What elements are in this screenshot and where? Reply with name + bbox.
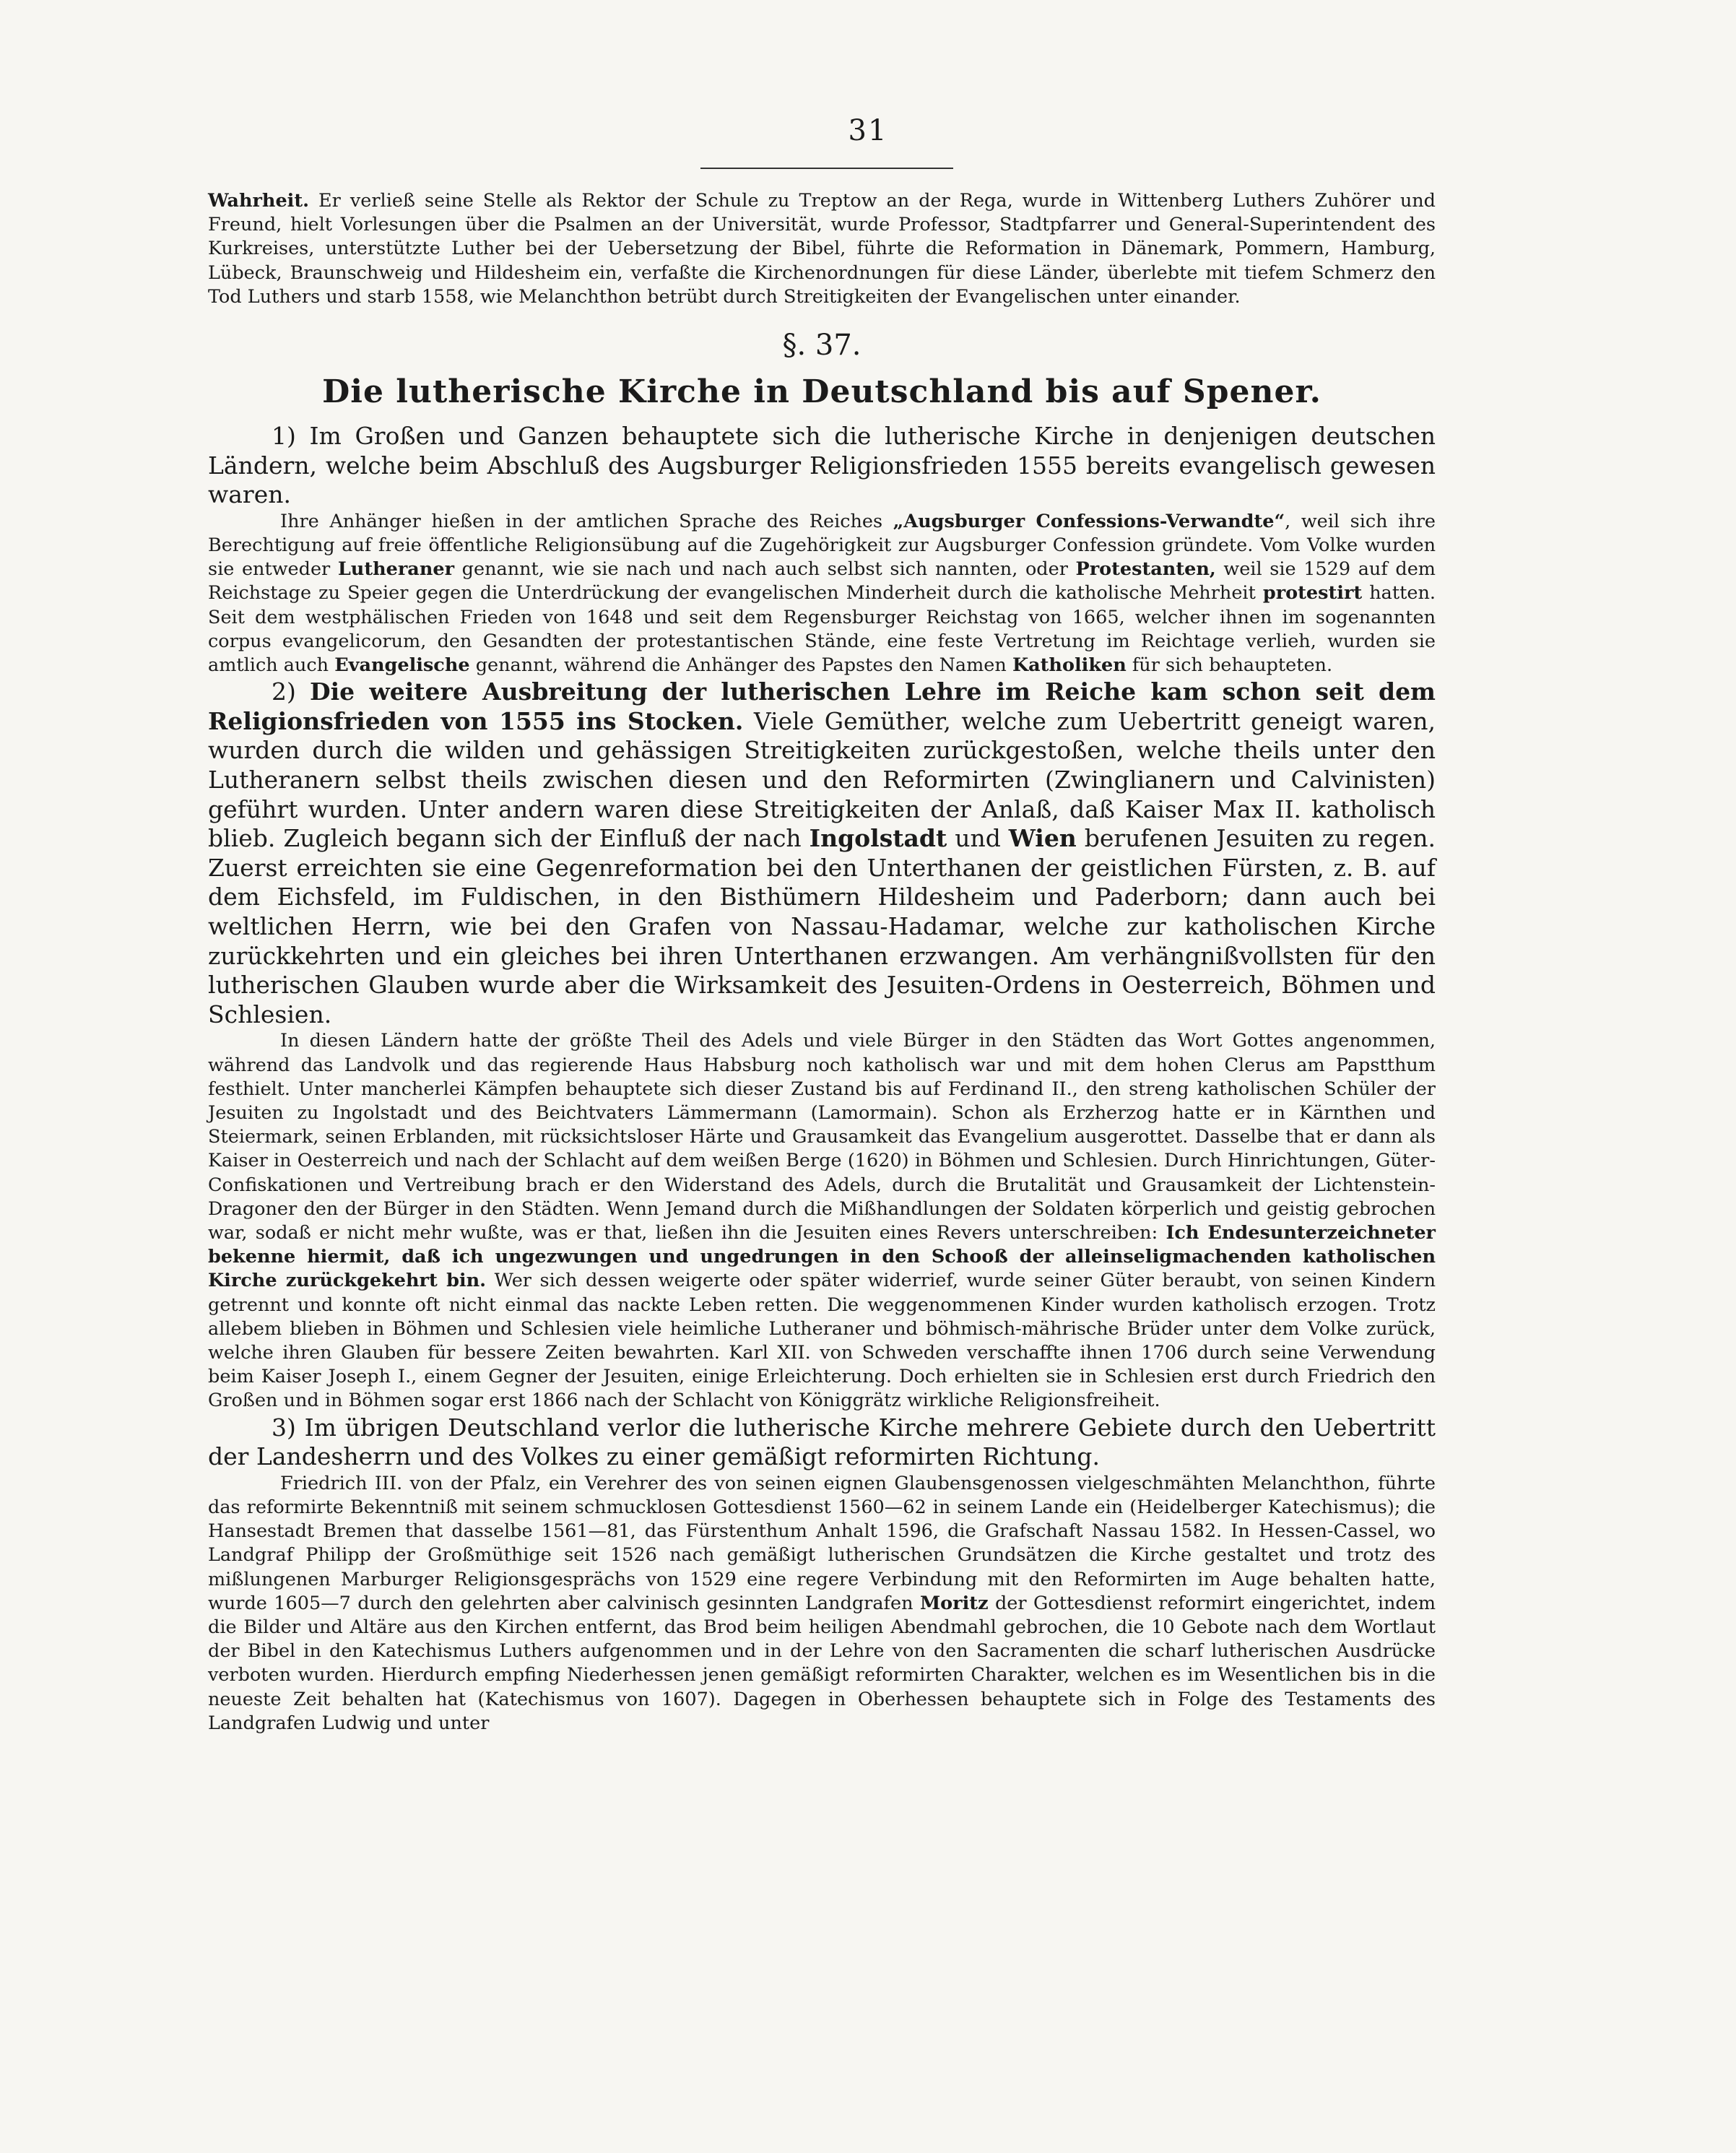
paragraph-1-note: Ihre Anhänger hießen in der amtlichen Sprache des Reiches „Augsburger Confessions-Verwandte“, weil sich ihre Berechtigung auf freie öffentliche Religionsübung auf die Zugehörigkeit zur Augsburger Confession gründete. Vom Volke wurden sie entweder Lutheraner genannt, wie sie nach und nach auch selbst sich nannten, oder Protestanten, weil sie 1529 auf dem Reichstage zu Speier gegen die Unterdrückung der evangelischen Minderheit durch die katholische Mehrheit protestirt hatten. Seit dem westphälischen Frieden von 1648 und seit dem Regensburger Reichstag von 1665, welcher ihnen im sogenannten corpus evangelicorum, den Gesandten der protestantischen Stände, eine feste Vertretung im Reichtage verlieh, wurden sie amtlich auch Evangelische genannt, während die Anhänger des Papstes den Namen Katholiken für sich behaupteten. (208, 510, 1436, 677)
term-protestanten: Protestanten, (1075, 558, 1216, 581)
header-rule (700, 168, 953, 169)
place-ingolstadt: Ingolstadt (809, 824, 947, 853)
paragraph-2-note: In diesen Ländern hatte der größte Theil des Adels und viele Bürger in den Städten das Wort Gottes angenommen, während das Landvolk und das regierende Haus Habsburg noch katholisch war und mit dem hohen Clerus am Papstthum festhielt. Unter mancherlei Kämpfen behauptete sich dieser Zustand bis auf Ferdinand II., den streng katholischen Schüler der Jesuiten zu Ingolstadt und des Beichtvaters Lämmermann (Lamormain). Schon als Erzherzog hatte er in Kärnthen und Steiermark, seinen Erblanden, mit rücksichtsloser Härte und Grausamkeit das Evangelium ausgerottet. Dasselbe that er dann als Kaiser in Oesterreich und nach der Schlacht auf dem weißen Berge (1620) in Böhmen und Schlesien. Durch Hinrichtungen, Güter-Confiskationen und Vertreibung brach er den Widerstand des Adels, durch die Brutalität und Grausamkeit der Lichtenstein-Dragoner den der Bürger in den Städten. Wenn Jemand durch die Mißhandlungen der Soldaten körperlich und geistig gebrochen war, sodaß er nicht mehr wußte, was er that, ließen ihn die Jesuiten eines Revers unterschreiben: Ich Endesunterzeichneter bekenne hiermit, daß ich ungezwungen und ungedrungen in den Schooß der alleinseligmachenden katholischen Kirche zurückgekehrt bin. Wer sich dessen weigerte oder später widerrief, wurde seiner Güter beraubt, von seinen Kindern getrennt und konnte oft nicht einmal das nackte Leben retten. Die weggenommenen Kinder wurden katholisch erzogen. Trotz allebem blieben in Böhmen und Schlesien viele heimliche Lutheraner und böhmisch-mährische Brüder unter dem Volke zurück, welche ihren Glauben für bessere Zeiten bewahrten. Karl XII. von Schweden verschaffte ihnen 1706 durch seine Verwendung beim Kaiser Joseph I., einem Gegner der Jesuiten, einige Erleichterung. Doch erhielten sie in Schlesien erst durch Friedrich den Großen und in Böhmen sogar erst 1866 nach der Schlacht von Königgrätz wirkliche Religionsfreiheit. (208, 1030, 1436, 1412)
page-number: 31 (848, 114, 888, 147)
place-wien: Wien (1008, 824, 1077, 853)
term-evangelische: Evangelische (334, 654, 470, 677)
paragraph-2: 2) Die weitere Ausbreitung der lutherischen Lehre im Reiche kam schon seit dem Religionsfrieden von 1555 ins Stocken. Viele Gemüther, welche zum Uebertritt geneigt waren, wurden durch die wilden und gehässigen Streitigkeiten zurückgestoßen, welche theils unter den Lutheranern selbst theils zwischen diesen und den Reformirten (Zwinglianern und Calvinisten) geführt wurden. Unter andern waren diese Streitigkeiten der Anlaß, daß Kaiser Max II. katholisch blieb. Zugleich begann sich der Einfluß der nach Ingolstadt und Wien berufenen Jesuiten zu regen. Zuerst erreichten sie eine Gegenreformation bei den Unterthanen der geistlichen Fürsten, z. B. auf dem Eichsfeld, im Fuldischen, in den Bisthümern Hildesheim und Paderborn; dann auch bei weltlichen Herrn, wie bei den Grafen von Nassau-Hadamar, welche zur katholischen Kirche zurückkehrten und ein gleiches bei ihren Unterthanen erzwangen. Am verhängnißvollsten für den lutherischen Glauben wurde aber die Wirksamkeit des Jesuiten-Ordens in Oesterreich, Böhmen und Schlesien. (208, 677, 1436, 1028)
intro-text: Er verließ seine Stelle als Rektor der Schule zu Treptow an der Rega, wurde in Wittenberg Luthers Zuhörer und Freund, hielt Vorlesungen über die Psalmen an der Universität, wurde Professor, Stadtpfarrer und General-Superintendent des Kurkreises, unterstützte Luther bei der Uebersetzung der Bibel, führte die Reformation in Dänemark, Pommern, Hamburg, Lübeck, Braunschweig und Hildesheim ein, verfaßte die Kirchenordnungen für diese Länder, überlebte mit tiefem Schmerz den Tod Luthers und starb 1558, wie Melanchthon betrübt durch Streitigkeiten der Evangelischen unter einander. (208, 190, 1436, 308)
term-confessions-verwandte: „Augsburger Confessions-Verwandte“ (893, 510, 1285, 532)
section-title: Die lutherische Kirche in Deutschland bis auf Spener. (322, 373, 1321, 411)
paragraph-2-thesis: Die weitere Ausbreitung der lutherischen Lehre im Reiche kam schon seit dem Religionsfrieden von 1555 ins Stocken. (208, 677, 1436, 735)
paragraph-3-note: Friedrich III. von der Pfalz, ein Verehrer des von seinen eignen Glaubensgenossen vielgeschmähten Melanchthon, führte das reformirte Bekenntniß mit seinem schmucklosen Gottesdienst 1560—62 in seinem Lande ein (Heidelberger Katechismus); die Hansestadt Bremen that dasselbe 1561—81, das Fürstenthum Anhalt 1596, die Grafschaft Nassau 1582. In Hessen-Cassel, wo Landgraf Philipp der Großmüthige seit 1526 nach gemäßigt lutherischen Grundsätzen die Kirche gestaltet und trotz des mißlungenen Marburger Religionsgesprächs von 1529 eine regere Verbindung mit den Reformirten im Auge behalten hatte, wurde 1605—7 durch den gelehrten aber calvinisch gesinnten Landgrafen Moritz der Gottesdienst reformirt eingerichtet, indem die Bilder und Altäre aus den Kirchen entfernt, das Brod beim heiligen Abendmahl gebrochen, die 10 Gebote nach dem Wortlaut der Bibel in den Katechismus Luthers aufgenommen und in der Lehre von den Sacramenten die scharf lutherischen Ausdrücke verboten wurden. Hierdurch empfing Niederhessen jenen gemäßigt reformirten Charakter, welchen es im Wesentlichen bis in die neueste Zeit behalten hat (Katechismus von 1607). Dagegen in Oberhessen behauptete sich in Folge des Testaments des Landgrafen Ludwig und unter (208, 1472, 1436, 1734)
section-number: §. 37. (782, 329, 862, 363)
intro-paragraph (208, 189, 1436, 309)
name-moritz: Moritz (919, 1592, 989, 1614)
document-body (208, 189, 1436, 1736)
paragraph-1: 1) Im Großen und Ganzen behauptete sich die lutherische Kirche in denjenigen deutschen Ländern, welche beim Abschluß des Augsburger Religionsfrieden 1555 bereits evangelisch gewesen waren. (208, 422, 1436, 509)
term-katholiken: Katholiken (1012, 654, 1127, 677)
term-lutheraner: Lutheraner (337, 558, 455, 581)
revers-quote: Ich Endesunterzeichneter bekenne hiermit, daß ich ungezwungen und ungedrungen in den Schooß der alleinseligmachenden katholischen Kirche zurückgekehrt bin. (208, 1221, 1436, 1292)
paragraph-3: 3) Im übrigen Deutschland verlor die lutherische Kirche mehrere Gebiete durch den Uebertritt der Landesherrn und des Volkes zu einer gemäßigt reformirten Richtung. (208, 1413, 1436, 1471)
term-protestirt: protestirt (1262, 582, 1363, 605)
intro-lead-word: Wahrheit. (208, 190, 310, 212)
